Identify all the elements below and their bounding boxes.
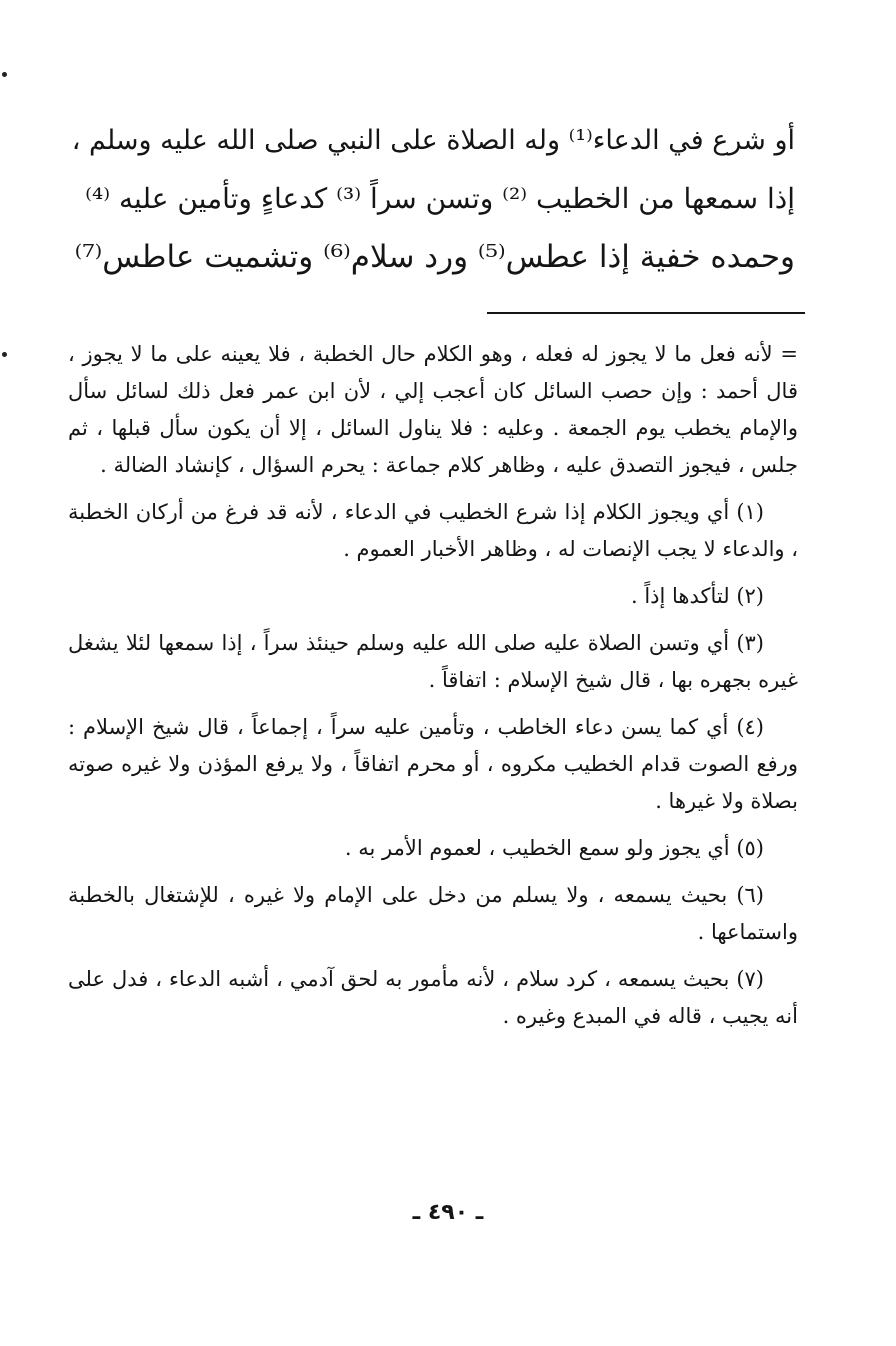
footnote-7: (٧) بحيث يسمعه ، كرد سلام ، لأنه مأمور به لحق آدمي ، أشبه الدعاء ، فدل على أنه يجيب ، قاله في المبدع وغيره . <box>68 967 798 1028</box>
footnote-2: (٢) لتأكدها إذاً . <box>630 584 764 608</box>
page-number: ـ ٤٩٠ ـ <box>412 1200 484 1225</box>
footnote-3: (٣) أي وتسن الصلاة عليه صلى الله عليه وسلم حينئذ سراً ، إذا سمعها لئلا يشغل غيره بجهره بها ، قال شيخ الإسلام : اتفاقاً . <box>68 631 798 692</box>
main-text-block <box>70 112 795 286</box>
main-text-line: أو شرع في الدعاء⁽¹⁾ وله الصلاة على النبي صلى الله عليه وسلم ، <box>71 125 795 156</box>
margin-mark <box>2 352 7 357</box>
footnote-divider <box>487 312 805 314</box>
footnote-continuation: = لأنه فعل ما لا يجوز له فعله ، وهو الكلام حال الخطبة ، فلا يعينه على ما لا يجوز ، قال أحمد : وإن حصب السائل كان أعجب إلي ، لأن ابن عمر فعل ذلك لسائل سأل والإمام يخطب يوم الجمعة . وعليه : فلا يناول السائل ، إلا أن يكون سأل قبلها ، ثم جلس ، فيجوز التصدق عليه ، وظاهر كلام جماعة : يحرم السؤال ، كإنشاد الضالة . <box>68 342 798 477</box>
footnote-6: (٦) بحيث يسمعه ، ولا يسلم من دخل على الإمام ولا غيره ، للإشتغال بالخطبة واستماعها . <box>68 883 798 944</box>
footnote-4: (٤) أي كما يسن دعاء الخاطب ، وتأمين عليه سراً ، إجماعاً ، قال شيخ الإسلام : ورفع الصوت قدام الخطيب مكروه ، أو محرم اتفاقاً ، ولا يرفع المؤذن ولا غيره صوته بصلاة ولا غيرها . <box>68 715 798 813</box>
footnotes-block <box>68 336 798 1045</box>
footnote-1: (١) أي ويجوز الكلام إذا شرع الخطيب في الدعاء ، لأنه قد فرغ من أركان الخطبة ، والدعاء لا يجب الإنصات له ، وظاهر الأخبار العموم . <box>68 500 798 561</box>
margin-mark <box>2 72 7 77</box>
main-text-line: وحمده خفية إذا عطس⁽⁵⁾ ورد سلام⁽⁶⁾ وتشميت عاطس⁽⁷⁾ <box>74 239 795 275</box>
footnote-5: (٥) أي يجوز ولو سمع الخطيب ، لعموم الأمر به . <box>344 836 764 860</box>
main-text-line: إذا سمعها من الخطيب ⁽²⁾ وتسن سراً ⁽³⁾ كدعاءٍ وتأمين عليه ⁽⁴⁾ <box>85 182 795 215</box>
